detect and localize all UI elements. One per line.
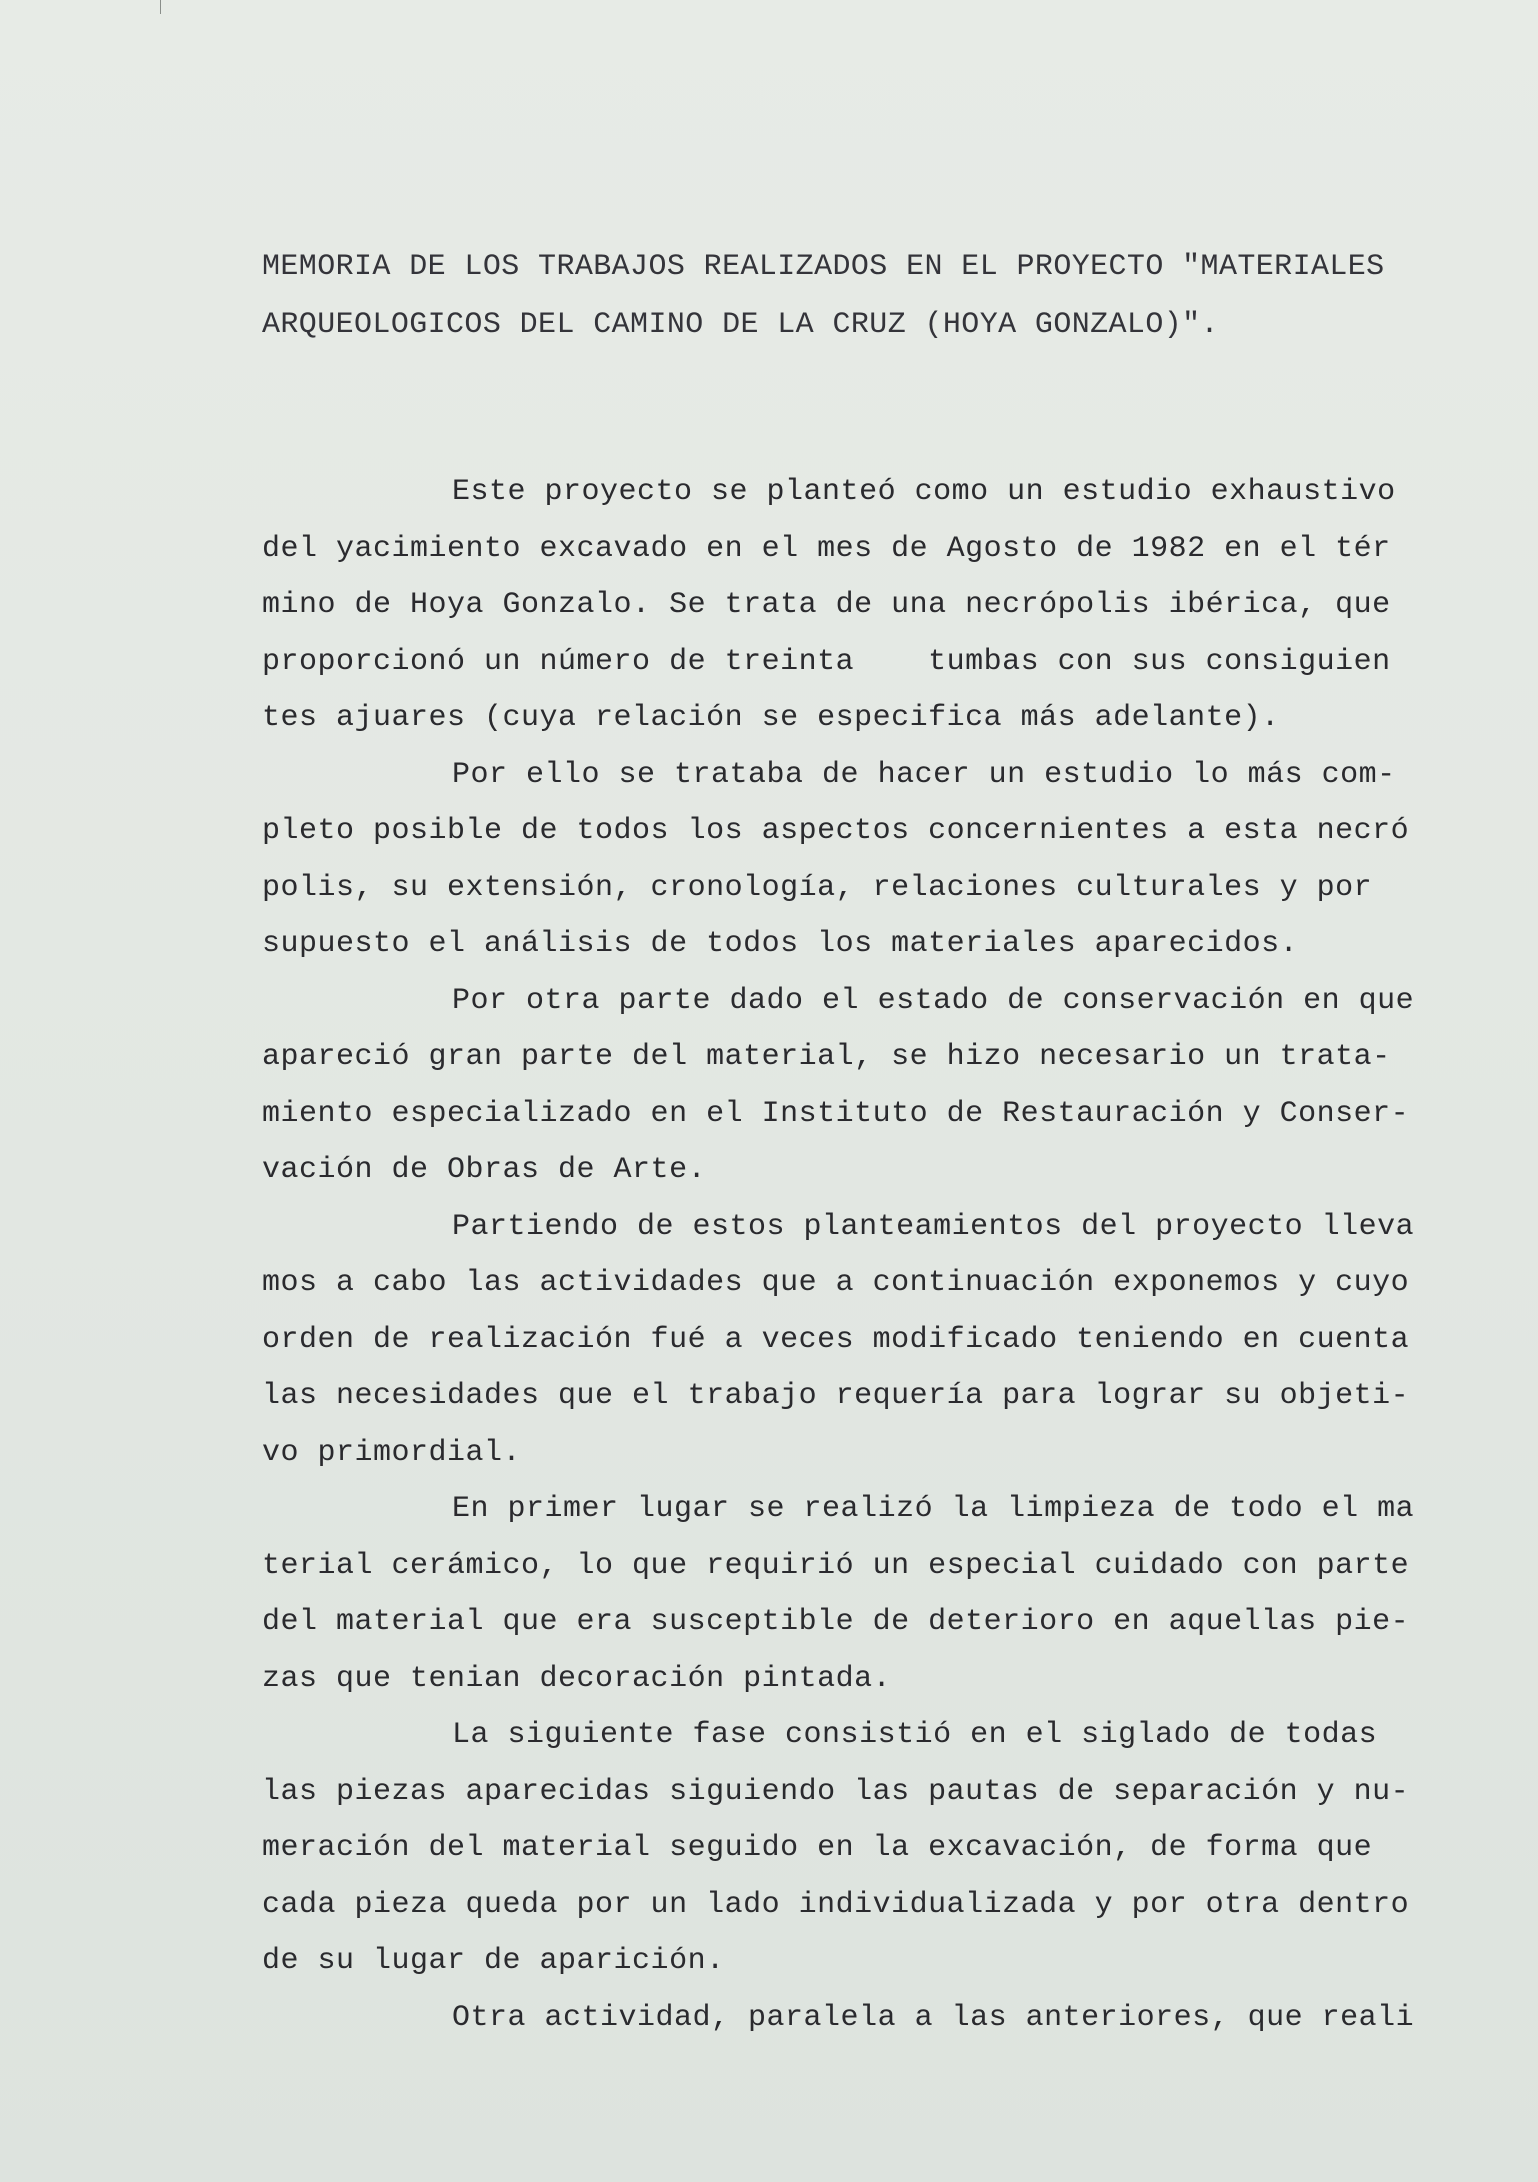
- body-line: orden de realización fué a veces modificado teniendo en cuenta: [262, 1322, 1410, 1357]
- paragraph-first-line: En primer lugar se realizó la limpieza de todo el ma: [452, 1492, 1415, 1526]
- body-line: pleto posible de todos los aspectos concernientes a esta necró: [262, 814, 1410, 848]
- body-line: cada pieza queda por un lado individualizada y por otra dentro: [262, 1887, 1410, 1922]
- body-line: supuesto el análisis de todos los materiales aparecidos.: [262, 927, 1299, 961]
- body-line: polis, su extensión, cronología, relaciones culturales y por: [262, 870, 1373, 905]
- body-line: apareció gran parte del material, se hizo necesario un trata-: [262, 1040, 1391, 1074]
- body-line: tes ajuares (cuya relación se especifica más adelante).: [262, 701, 1280, 735]
- typed-document: [262, 238, 1462, 2046]
- paragraph-first-line: Este proyecto se planteó como un estudio exhaustivo: [452, 475, 1396, 509]
- document-title: [262, 238, 1462, 354]
- paragraph-first-line: La siguiente fase consistió en el siglado de todas: [452, 1718, 1378, 1752]
- title-line: MEMORIA DE LOS TRABAJOS REALIZADOS EN EL PROYECTO "MATERIALES: [262, 250, 1385, 284]
- body-line: vo primordial.: [262, 1435, 522, 1470]
- body-line: del yacimiento excavado en el mes de Agosto de 1982 en el tér: [262, 531, 1391, 566]
- body-line: zas que tenian decoración pintada.: [262, 1661, 892, 1696]
- paragraph-first-line: Partiendo de estos planteamientos del proyecto lleva: [452, 1209, 1415, 1244]
- scan-edge-mark: [160, 0, 161, 14]
- body-line: mino de Hoya Gonzalo. Se trata de una necrópolis ibérica, que: [262, 588, 1391, 622]
- body-line: las piezas aparecidas siguiendo las pautas de separación y nu-: [262, 1774, 1410, 1809]
- body-line: vación de Obras de Arte.: [262, 1153, 707, 1187]
- body-line: mos a cabo las actividades que a continuación exponemos y cuyo: [262, 1266, 1410, 1300]
- paragraph-first-line: Por otra parte dado el estado de conservación en que: [452, 983, 1415, 1018]
- body-line: las necesidades que el trabajo requería para lograr su objeti-: [262, 1379, 1410, 1413]
- paragraph-first-line: Otra actividad, paralela a las anteriores, que reali: [452, 2000, 1415, 2035]
- title-line: ARQUEOLOGICOS DEL CAMINO DE LA CRUZ (HOYA GONZALO)".: [262, 308, 1219, 342]
- paragraph-first-line: Por ello se trataba de hacer un estudio lo más com-: [452, 757, 1396, 792]
- body-line: meración del material seguido en la excavación, de forma que: [262, 1831, 1373, 1865]
- body-line: proporcionó un número de treinta tumbas con sus consiguien: [262, 644, 1391, 679]
- body-line: del material que era susceptible de deterioro en aquellas pie-: [262, 1605, 1410, 1639]
- body-line: terial cerámico, lo que requirió un especial cuidado con parte: [262, 1548, 1410, 1583]
- document-body: [262, 464, 1462, 2046]
- body-line: miento especializado en el Instituto de Restauración y Conser-: [262, 1096, 1410, 1131]
- body-line: de su lugar de aparición.: [262, 1944, 725, 1978]
